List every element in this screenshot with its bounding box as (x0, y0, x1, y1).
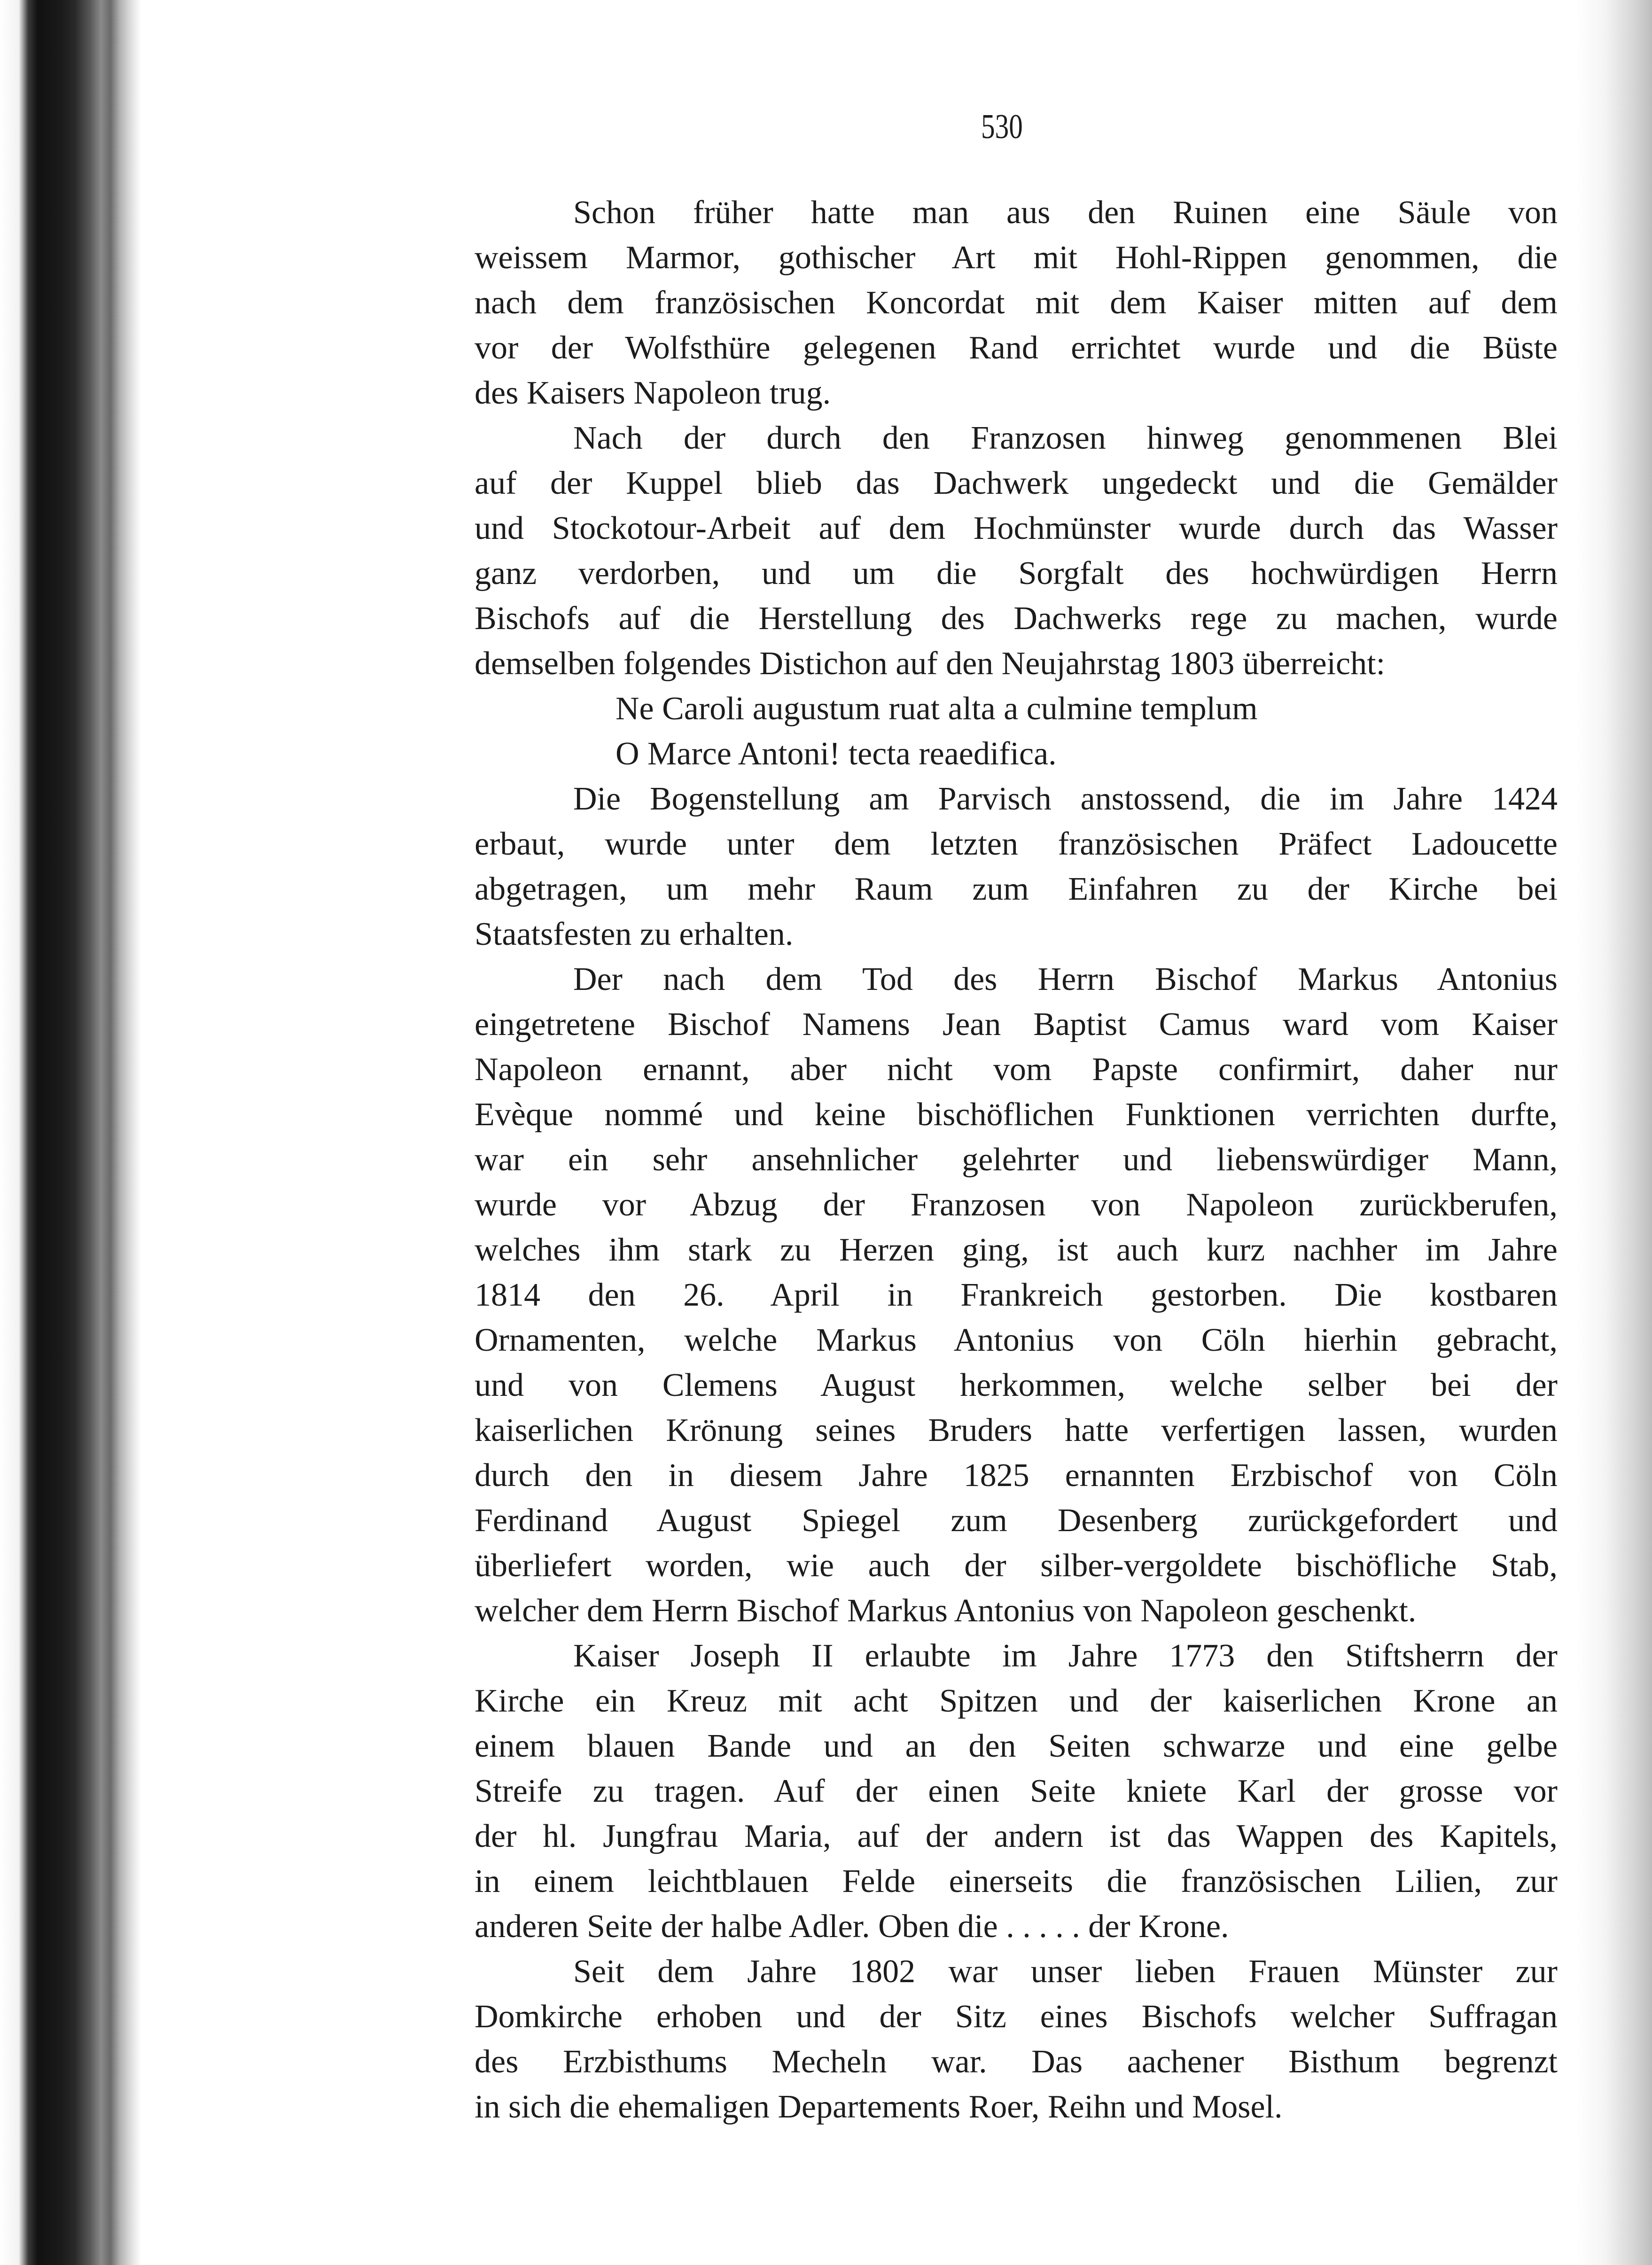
text-line: durch den in diesem Jahre 1825 ernannten Erzbischof von Cöln (475, 1457, 1558, 1494)
text-line: demselben folgendes Distichon auf den Neujahrstag 1803 überreicht: (475, 646, 1386, 682)
text-line: ganz verdorben, und um die Sorgfalt des hochwürdigen Herrn (475, 555, 1558, 592)
text-line: welches ihm stark zu Herzen ging, ist auch kurz nachher im Jahre (475, 1232, 1558, 1268)
text-line: Kirche ein Kreuz mit acht Spitzen und der kaiserlichen Krone an (475, 1683, 1558, 1719)
text-line: Streife zu tragen. Auf der einen Seite kniete Karl der grosse vor (475, 1773, 1558, 1809)
text-line: nach dem französischen Koncordat mit dem Kaiser mitten auf dem (475, 285, 1558, 321)
text-line: Seit dem Jahre 1802 war unser lieben Frauen Münster zur (573, 1954, 1558, 1990)
text-line: wurde vor Abzug der Franzosen von Napoleon zurückberufen, (475, 1187, 1558, 1223)
paragraph (475, 190, 1558, 416)
body-text (475, 190, 1558, 2130)
text-line: erbaut, wurde unter dem letzten französischen Präfect Ladoucette (475, 826, 1558, 862)
paragraph (475, 957, 1558, 1634)
text-line: Ne Caroli augustum ruat alta a culmine templum (616, 691, 1258, 727)
book-binding-shadow (0, 0, 141, 2265)
page-edge-shadow (1577, 0, 1652, 2265)
text-line: 1814 den 26. April in Frankreich gestorben. Die kostbaren (475, 1277, 1558, 1313)
text-line: kaiserlichen Krönung seines Bruders hatte verfertigen lassen, wurden (475, 1412, 1558, 1448)
text-line: in sich die ehemaligen Departements Roer, Reihn und Mosel. (475, 2089, 1283, 2125)
text-line: Domkirche erhoben und der Sitz eines Bischofs welcher Suffragan (475, 1999, 1558, 2035)
text-line: abgetragen, um mehr Raum zum Einfahren zu der Kirche bei (475, 871, 1558, 907)
text-line: Kaiser Joseph II erlaubte im Jahre 1773 den Stiftsherrn der (573, 1638, 1558, 1674)
text-line: eingetretene Bischof Namens Jean Baptist Camus ward vom Kaiser (475, 1006, 1558, 1043)
page-number: 530 (981, 108, 1023, 146)
paragraph (475, 1634, 1558, 1949)
text-line: Napoleon ernannt, aber nicht vom Papste confirmirt, daher nur (475, 1051, 1558, 1088)
text-line: auf der Kuppel blieb das Dachwerk ungedeckt und die Gemälder (475, 465, 1558, 501)
paragraph (475, 416, 1558, 686)
text-line: und von Clemens August herkommen, welche selber bei der (475, 1367, 1558, 1403)
text-line: Ferdinand August Spiegel zum Desenberg zurückgefordert und (475, 1502, 1558, 1539)
text-line: Ornamenten, welche Markus Antonius von Cöln hierhin gebracht, (475, 1322, 1558, 1358)
text-line: war ein sehr ansehnlicher gelehrter und liebenswürdiger Mann, (475, 1142, 1558, 1178)
paragraph (475, 777, 1558, 957)
text-line: Die Bogenstellung am Parvisch anstossend, die im Jahre 1424 (573, 781, 1558, 817)
text-line: weissem Marmor, gothischer Art mit Hohl-Rippen genommen, die (475, 240, 1558, 276)
text-line: Bischofs auf die Herstellung des Dachwerks rege zu machen, wurde (475, 600, 1558, 637)
text-line: Der nach dem Tod des Herrn Bischof Markus Antonius (573, 961, 1558, 997)
verse-quote (475, 686, 1558, 777)
text-line: O Marce Antoni! tecta reaedifica. (616, 736, 1057, 772)
paragraph (475, 1949, 1558, 2130)
text-line: in einem leichtblauen Felde einerseits die französischen Lilien, zur (475, 1863, 1558, 1899)
text-line: und Stockotour-Arbeit auf dem Hochmünster wurde durch das Wasser (475, 510, 1558, 546)
text-line: anderen Seite der halbe Adler. Oben die . . . . . der Krone. (475, 1908, 1229, 1945)
text-line: des Erzbisthums Mecheln war. Das aachener Bisthum begrenzt (475, 2044, 1558, 2080)
text-line: Staatsfesten zu erhalten. (475, 916, 794, 952)
text-line: vor der Wolfsthüre gelegenen Rand errichtet wurde und die Büste (475, 330, 1558, 366)
text-line: der hl. Jungfrau Maria, auf der andern ist das Wappen des Kapitels, (475, 1818, 1558, 1854)
text-line: Evèque nommé und keine bischöflichen Funktionen verrichten durfte, (475, 1097, 1558, 1133)
text-line: Schon früher hatte man aus den Ruinen eine Säule von (573, 195, 1558, 231)
text-line: einem blauen Bande und an den Seiten schwarze und eine gelbe (475, 1728, 1558, 1764)
text-line: Nach der durch den Franzosen hinweg genommenen Blei (573, 420, 1558, 456)
text-line: welcher dem Herrn Bischof Markus Antonius von Napoleon geschenkt. (475, 1593, 1417, 1629)
text-line: überliefert worden, wie auch der silber-vergoldete bischöfliche Stab, (475, 1548, 1558, 1584)
text-line: des Kaisers Napoleon trug. (475, 375, 831, 411)
